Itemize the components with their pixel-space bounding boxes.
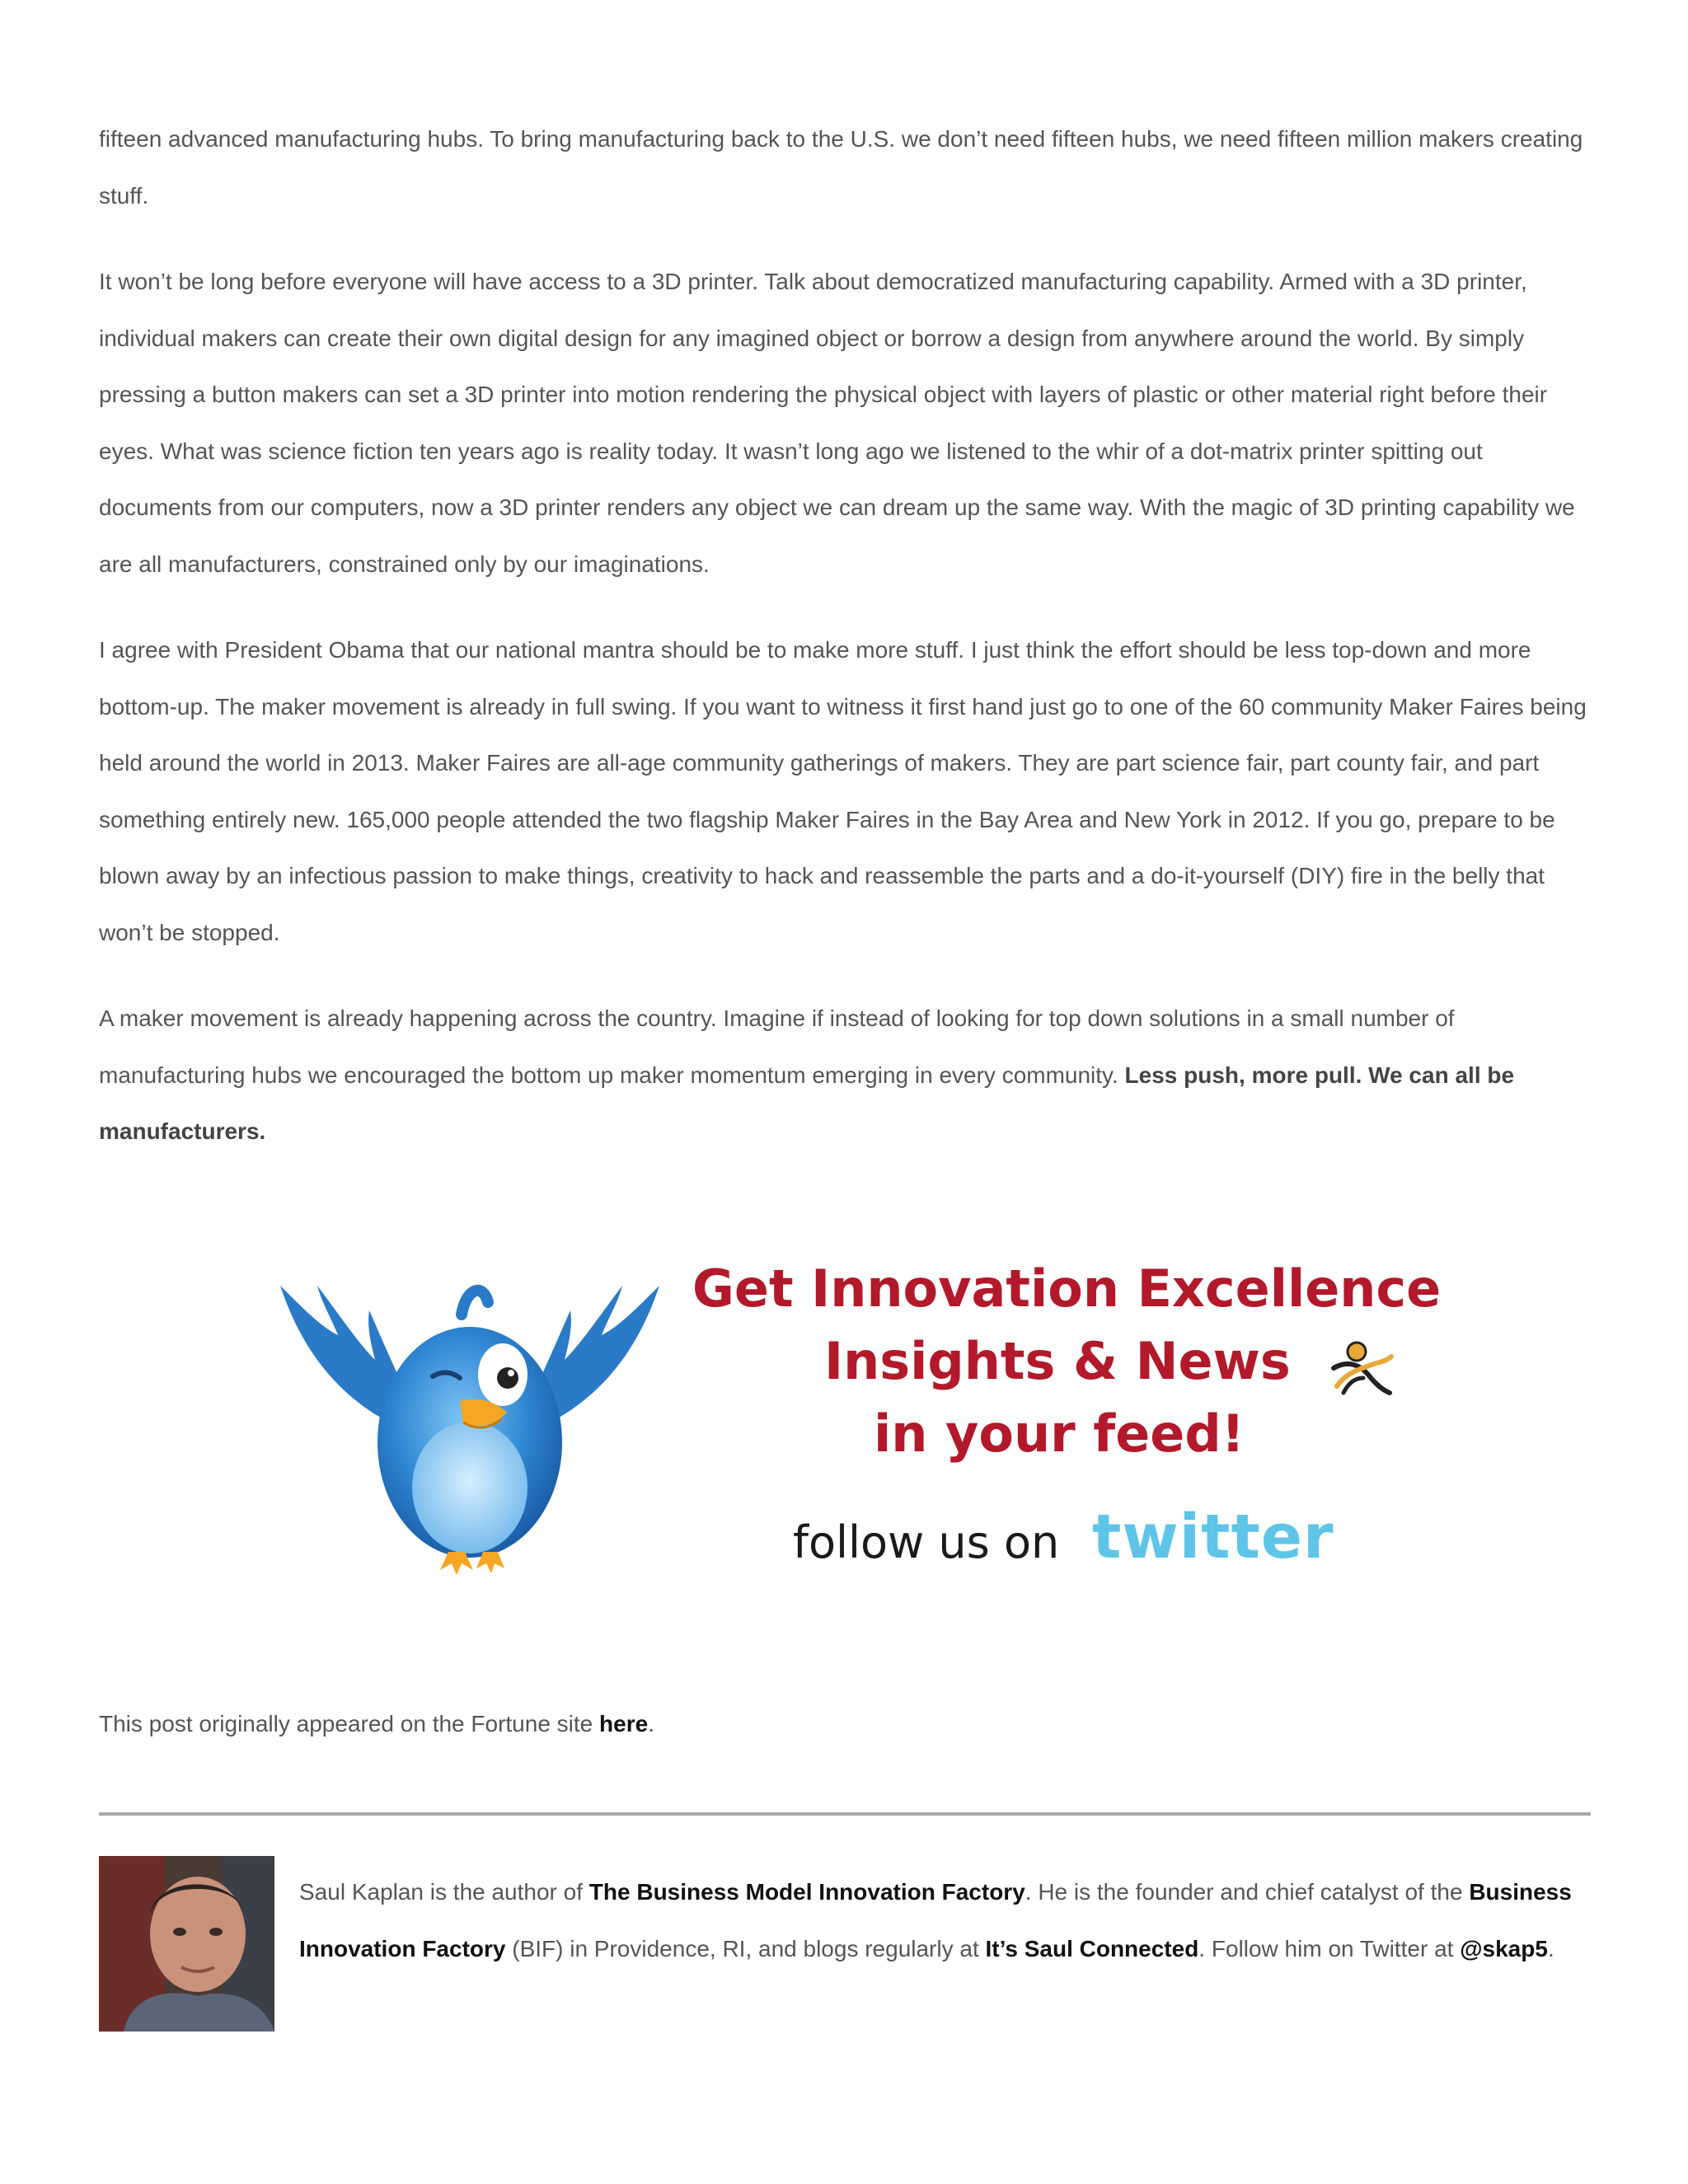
bio-text-2: . He is the founder and chief catalyst of the bbox=[1025, 1879, 1470, 1905]
banner-twitter-wordmark: twitter bbox=[1092, 1502, 1334, 1572]
bif-link[interactable]: Business Innovation Factory bbox=[299, 1879, 1572, 1961]
banner-follow-text: follow us on bbox=[793, 1516, 1060, 1568]
twitter-handle-link[interactable]: @skap5 bbox=[1460, 1935, 1548, 1961]
article-body bbox=[99, 111, 1591, 1160]
paragraph-2: It won’t be long before everyone will have access to a 3D printer. Talk about democratized manufacturing capability. Armed with a 3D printer, individual makers can create their own digital design for any imagined object or borrow a design from anywhere around the world. By simply pressing a button makers can set a 3D printer into motion rendering the physical object with layers of plastic or other material right before their eyes. What was science fiction ten years ago is reality today. It wasn’t long ago we listened to the whir of a dot-matrix printer spitting out documents from our computers, now a 3D printer renders any object we can dream up the same way. With the magic of 3D printing capability we are all manufacturers, constrained only by our imaginations. bbox=[99, 269, 1575, 577]
author-bio bbox=[299, 1864, 1597, 1977]
twitter-bird-icon bbox=[272, 1236, 668, 1582]
footnote-text: This post originally appeared on the Fortune site bbox=[99, 1711, 600, 1736]
paragraph-1: fifteen advanced manufacturing hubs. To bring manufacturing back to the U.S. we don’t need fifteen hubs, we need fifteen million makers creating stuff. bbox=[99, 126, 1583, 209]
twitter-follow-banner[interactable] bbox=[206, 1187, 1492, 1607]
innovation-excellence-logo-icon bbox=[1327, 1335, 1395, 1403]
banner-line-3: in your feed! bbox=[874, 1404, 1245, 1464]
bio-text-3: (BIF) in Providence, RI, and blogs regularly at bbox=[505, 1935, 986, 1961]
fortune-source-link[interactable]: here bbox=[599, 1711, 649, 1736]
book-link[interactable]: The Business Model Innovation Factory bbox=[588, 1879, 1025, 1905]
footnote-period: . bbox=[648, 1711, 654, 1736]
bio-text-5: . bbox=[1547, 1935, 1554, 1961]
divider bbox=[99, 1812, 1591, 1816]
paragraph-4 bbox=[99, 991, 1591, 1160]
paragraph-3: I agree with President Obama that our national mantra should be to make more stuff. I just think the effort should be less top-down and more bottom-up. The maker movement is already in full swing. If you want to witness it first hand just go to one of the 60 community Maker Faires being held around the world in 2013. Maker Faires are all-age community gatherings of makers. They are part science fair, part county fair, and part something entirely new. 165,000 people attended the two flagship Maker Faires in the Bay Area and New York in 2012. If you go, prepare to be blown away by an infectious passion to make things, creativity to hack and reassemble the parts and a do-it-yourself (DIY) fire in the belly that won’t be stopped. bbox=[99, 637, 1587, 945]
banner-line-1: Get Innovation Excellence bbox=[692, 1258, 1442, 1319]
source-footnote bbox=[99, 1699, 1591, 1749]
paragraph-4-bold: Less push, more pull. We can all be manufacturers. bbox=[99, 1062, 1515, 1144]
bio-text-1: Saul Kaplan is the author of bbox=[299, 1879, 589, 1905]
banner-line-2: Insights & News bbox=[824, 1331, 1291, 1391]
paragraph-4-text: A maker movement is already happening across the country. Imagine if instead of looking for top down solutions in a small number of manufacturing hubs we encouraged the bottom up maker momentum emerging in every community. bbox=[99, 1005, 1455, 1088]
author-avatar bbox=[99, 1856, 274, 2032]
bio-text-4: . Follow him on Twitter at bbox=[1198, 1935, 1461, 1961]
blog-link[interactable]: It’s Saul Connected bbox=[985, 1935, 1199, 1961]
